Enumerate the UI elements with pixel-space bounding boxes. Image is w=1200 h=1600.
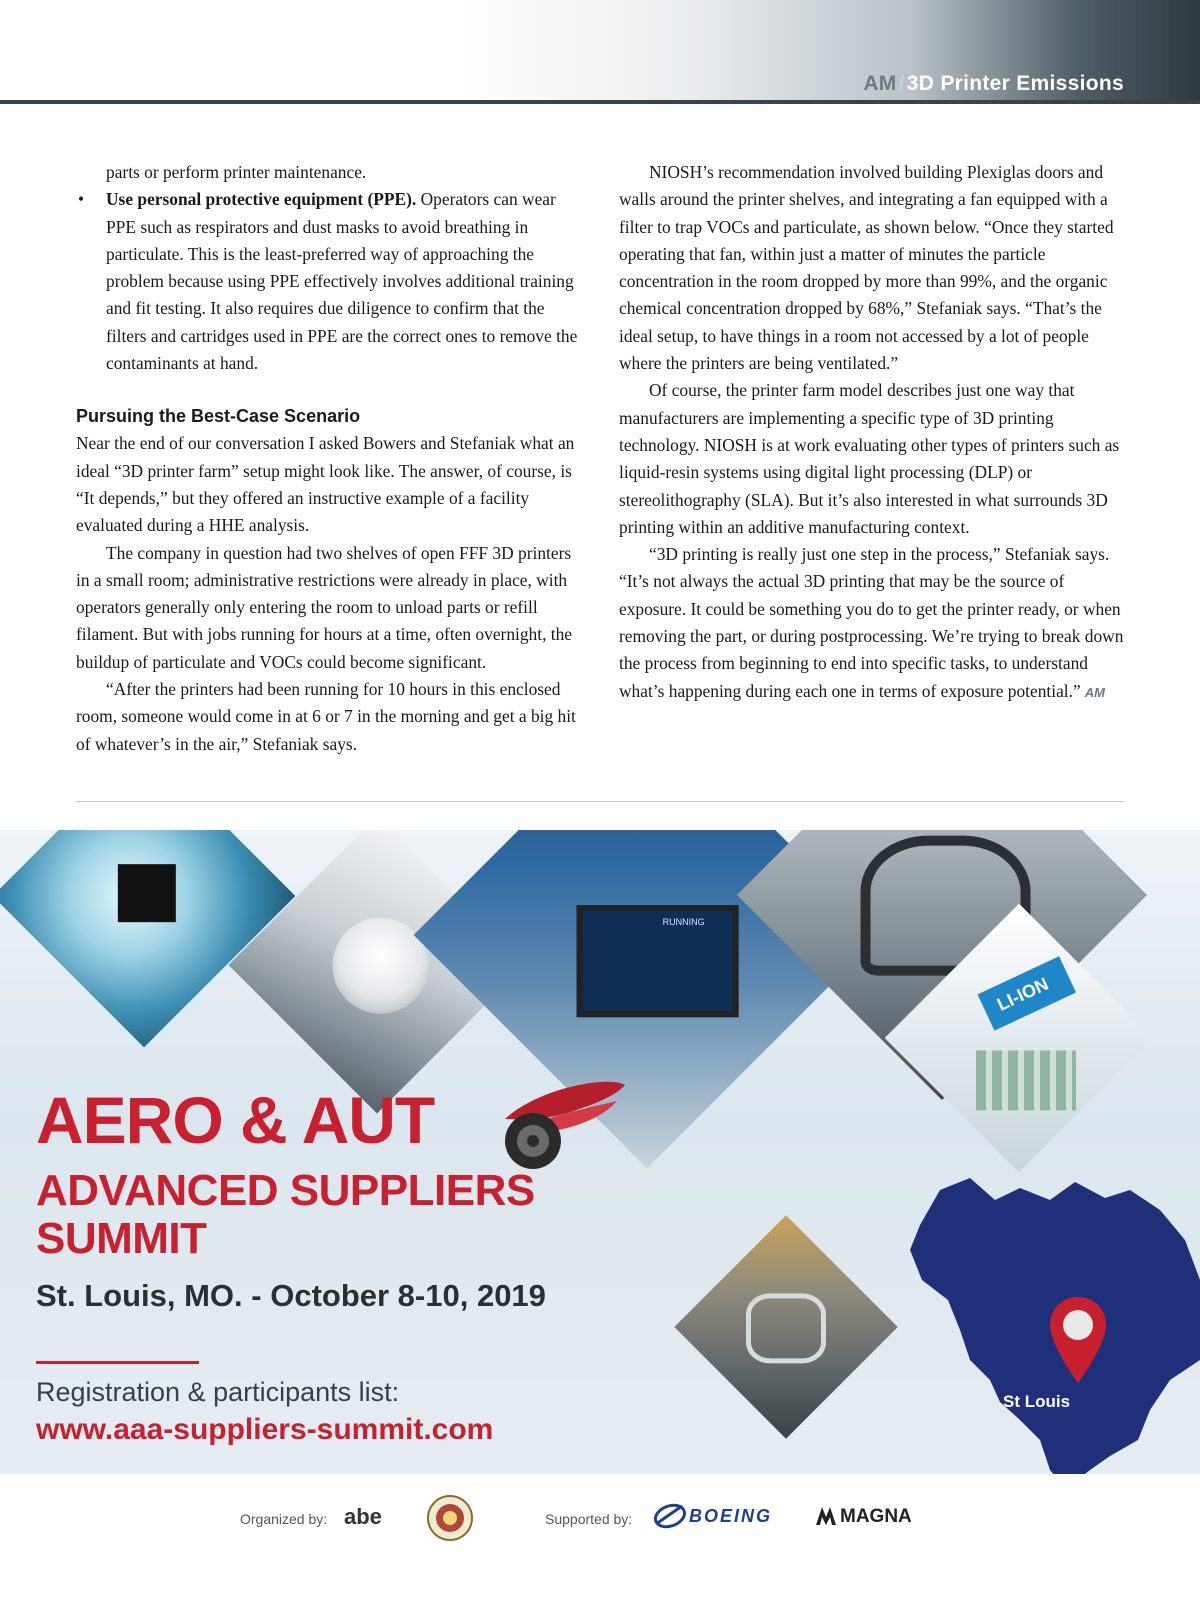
chip-icon bbox=[118, 864, 176, 922]
end-mark-icon: AM bbox=[1084, 684, 1105, 700]
paragraph: Of course, the printer farm model describes just one way that manufacturers are implementing a specific type of 3D printing technology. NIOSH is at work evaluating other types of printers such as liquid-resin systems using digital light processing (DLP) or stereolithography (SLA). But it’s also interested in what surrounds 3D printing within an additive manufacturing context. bbox=[619, 380, 1120, 537]
paragraph: NIOSH’s recommendation involved building Plexiglas doors and walls around the printer shelves, and integrating a fan equipped with a filter to trap VOCs and particulate, as shown below. “Once they started operating that fan, within just a matter of minutes the particle concentration in the room dropped by more than 99%, and the organic chemical concentration dropped by 68%,” Stefaniak says. “That’s the ideal setup, to have things in a room not accessed by a lot of people where the printers are being ventilated.” bbox=[619, 162, 1114, 374]
bullet-text: Operators can wear PPE such as respirators and dust masks to avoid breathing in particulate. This is the least-preferred way of approaching the problem because using PPE effectively involves additional training and fit testing. It also requires due diligence to confirm that the filters and cartridges used in PPE are the correct ones to remove the contaminants at hand. bbox=[106, 189, 578, 374]
ad-title-line3: SUMMIT bbox=[36, 1214, 207, 1263]
summit-advertisement[interactable] bbox=[0, 830, 1200, 1474]
article-bottom-rule bbox=[76, 801, 1125, 802]
ad-title-line2: ADVANCED SUPPLIERS bbox=[36, 1166, 535, 1215]
article-right-column bbox=[619, 159, 1125, 706]
section-prefix: AM bbox=[863, 72, 897, 95]
ppe-bullet-item bbox=[76, 186, 582, 377]
section-title bbox=[863, 72, 1124, 96]
article-left-column bbox=[76, 159, 582, 758]
auto-factory-line-photo bbox=[674, 1215, 897, 1438]
tablet-screen bbox=[577, 905, 739, 1017]
magna-logo-icon bbox=[814, 1505, 838, 1527]
paragraph bbox=[619, 541, 1125, 706]
battery-cells bbox=[976, 1050, 1076, 1110]
paragraph: Near the end of our conversation I asked Bowers and Stefaniak what an ideal “3D printer farm” setup might look like. The answer, of course, is “It depends,” but they offered an instructive example of a facility evaluated during a HHE analysis. bbox=[76, 433, 575, 536]
map-city-label: St Louis bbox=[1003, 1392, 1071, 1411]
bullet-marker: • bbox=[78, 189, 85, 210]
tech-glove-photo bbox=[0, 830, 295, 1047]
section-separator: / bbox=[898, 72, 905, 95]
tablet-status-text: RUNNING bbox=[662, 917, 705, 928]
organized-by-label: Organized by: bbox=[240, 1511, 328, 1527]
aircraft-icon bbox=[333, 918, 429, 1014]
continued-paragraph: parts or perform printer maintenance. bbox=[106, 162, 367, 182]
ad-sponsor-strip bbox=[0, 1474, 1200, 1600]
supported-by-label: Supported by: bbox=[545, 1511, 633, 1527]
battery-label bbox=[978, 956, 1076, 1030]
aero-auto-wheel-logo bbox=[497, 1077, 627, 1177]
ad-date-location: St. Louis, MO. - October 8-10, 2019 bbox=[36, 1278, 546, 1313]
header-rule bbox=[0, 100, 1200, 104]
section-title-text: 3D Printer Emissions bbox=[906, 72, 1124, 95]
subheading: Pursuing the Best-Case Scenario bbox=[76, 406, 361, 427]
battery-label-text: LI-ION bbox=[994, 973, 1052, 1015]
ad-accent-rule bbox=[36, 1361, 199, 1364]
paragraph: “After the printers had been running for 10 hours in this enclosed room, someone would come in at 6 or 7 in the morning and get a big hit of whatever’s in the air,” Stefaniak says. bbox=[76, 679, 576, 754]
car-chassis-shape bbox=[746, 1293, 826, 1363]
ad-website-link[interactable]: www.aaa-suppliers-summit.com bbox=[36, 1413, 494, 1446]
location-pin-icon bbox=[1048, 1295, 1108, 1385]
abe-logo: abe bbox=[344, 1504, 382, 1529]
bullet-bold-lead: Use personal protective equipment (PPE). bbox=[106, 189, 417, 210]
state-seal-icon bbox=[426, 1494, 474, 1542]
magna-logo-text: MAGNA bbox=[840, 1506, 912, 1527]
ad-title-line1: AERO & AUT bbox=[36, 1083, 435, 1157]
ad-registration-label: Registration & participants list: bbox=[36, 1377, 400, 1407]
paragraph-text: “3D printing is really just one step in the process,” Stefaniak says. “It’s not always the actual 3D printing that may be the source of exposure. It could be something you do to get the printer ready, or when removing the part, or during postprocessing. We’re trying to break down the process from beginning to end into specific tasks, to understand what’s happening during each one in terms of exposure potential.” bbox=[619, 544, 1124, 701]
boeing-logo-text: BOEING bbox=[689, 1506, 773, 1526]
boeing-logo-icon bbox=[652, 1498, 688, 1534]
paragraph: The company in question had two shelves of open FFF 3D printers in a small room; administrative restrictions were already in place, with operators generally only entering the room to unload parts or refill filament. But with jobs running for hours at a time, often overnight, the buildup of particulate and VOCs could become significant. bbox=[76, 542, 573, 672]
